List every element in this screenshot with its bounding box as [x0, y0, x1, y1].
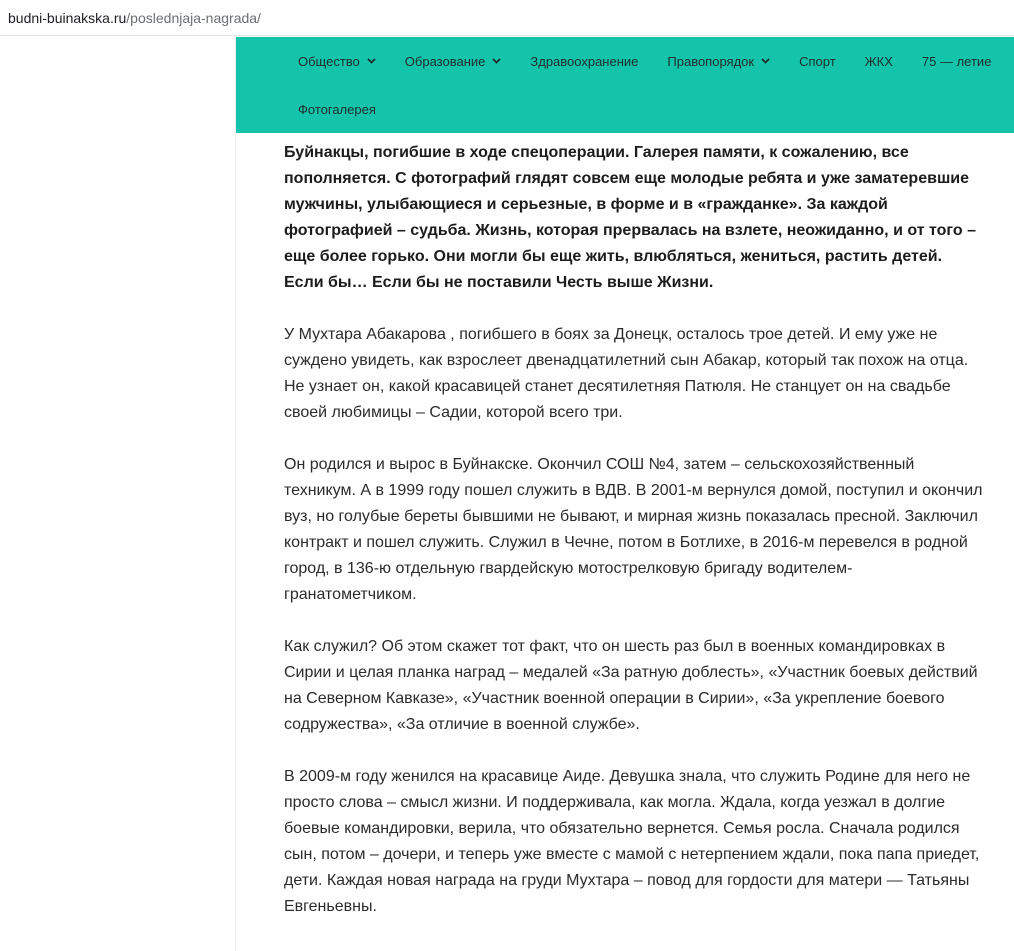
- nav-item-label: Спорт: [799, 53, 836, 69]
- nav-item-7[interactable]: [922, 54, 992, 69]
- nav-item-4[interactable]: [667, 54, 770, 69]
- main-navigation: [236, 37, 1014, 133]
- url-path: /poslednjaja-nagrada/: [126, 10, 261, 26]
- address-bar[interactable]: [0, 0, 1014, 36]
- nav-item-label: 75 — летие: [921, 53, 992, 69]
- nav-item-3[interactable]: [530, 54, 638, 69]
- nav-item-label: ЖКХ: [864, 53, 893, 69]
- nav-item-2[interactable]: [405, 54, 502, 69]
- nav-item-label: Фотогалерея: [298, 101, 376, 117]
- nav-item-label: Общество: [298, 53, 360, 69]
- article-paragraph-2: Он родился и вырос в Буйнакске. Окончил СОШ №4, затем – сельскохозяйственный техникум. А в 1999 году пошел служить в ВДВ. В 2001-м вернулся домой, поступил и окончил вуз, но голубые береты бывшими не бывают, и мирная жизнь показалась пресной. Заключил контракт и пошел служить. Служил в Чечне, потом в Ботлихе, в 2016-м перевелся в родной город, в 136-ю отдельную гвардейскую мотострелковую бригаду водителем-гранатометчиком.: [284, 456, 983, 603]
- nav-item-5[interactable]: [799, 54, 836, 69]
- nav-item-8[interactable]: [298, 102, 376, 117]
- nav-item-6[interactable]: [865, 54, 893, 69]
- article-paragraph-1: У Мухтара Абакарова , погибшего в боях за Донецк, осталось трое детей. И ему уже не суждено увидеть, как взрослеет двенадцатилетний сын Абакар, который так похож на отца. Не узнает он, какой красавицей станет десятилетняя Патюля. Не станцует он на свадьбе своей любимицы – Садии, которой всего три.: [284, 326, 969, 421]
- nav-item-label: Здравоохранение: [530, 53, 639, 69]
- chevron-down-icon: [367, 58, 376, 64]
- chevron-down-icon: [761, 58, 770, 64]
- nav-item-label: Образование: [404, 53, 486, 69]
- article-paragraph-3: Как служил? Об этом скажет тот факт, что он шесть раз был в военных командировках в Сирии и целая планка наград – медалей «За ратную доблесть», «Участник боевых действий на Северном Кавказе», «Участник военной операции в Сирии», «За укрепление боевого содружества», «За отличие в военной службе».: [284, 638, 978, 733]
- nav-item-label: Правопорядок: [667, 53, 755, 69]
- article-paragraph-4: В 2009-м году женился на красавице Аиде. Девушка знала, что служить Родине для него не просто слова – смысл жизни. И поддерживала, как могла. Ждала, когда уезжал в долгие боевые командировки, верила, что обязательно вернется. Семья росла. Сначала родился сын, потом – дочери, и теперь уже вместе с мамой с нетерпением ждали, пока папа приедет, дети. Каждая новая награда на груди Мухтара – повод для гордости для матери — Татьяны Евгеньевны.: [284, 768, 980, 915]
- left-blank-area: [0, 37, 236, 951]
- article-body: [284, 140, 984, 946]
- nav-row-1: [298, 37, 1014, 85]
- chevron-down-icon: [492, 58, 501, 64]
- url-domain: budni-buinakska.ru: [8, 10, 127, 26]
- article-lead: Буйнакцы, погибшие в ходе спецоперации. Галерея памяти, к сожалению, все пополняется. С фотографий глядят совсем еще молодые ребята и уже заматеревшие мужчины, улыбающиеся и серьезные, в форме и в «гражданке». За каждой фотографией – судьба. Жизнь, которая прервалась на взлете, неожиданно, и от того – еще более горько. Они могли бы еще жить, влюбляться, жениться, растить детей. Если бы… Если бы не поставили Честь выше Жизни.: [284, 144, 976, 291]
- nav-item-1[interactable]: [298, 54, 376, 69]
- nav-row-2: [298, 85, 405, 133]
